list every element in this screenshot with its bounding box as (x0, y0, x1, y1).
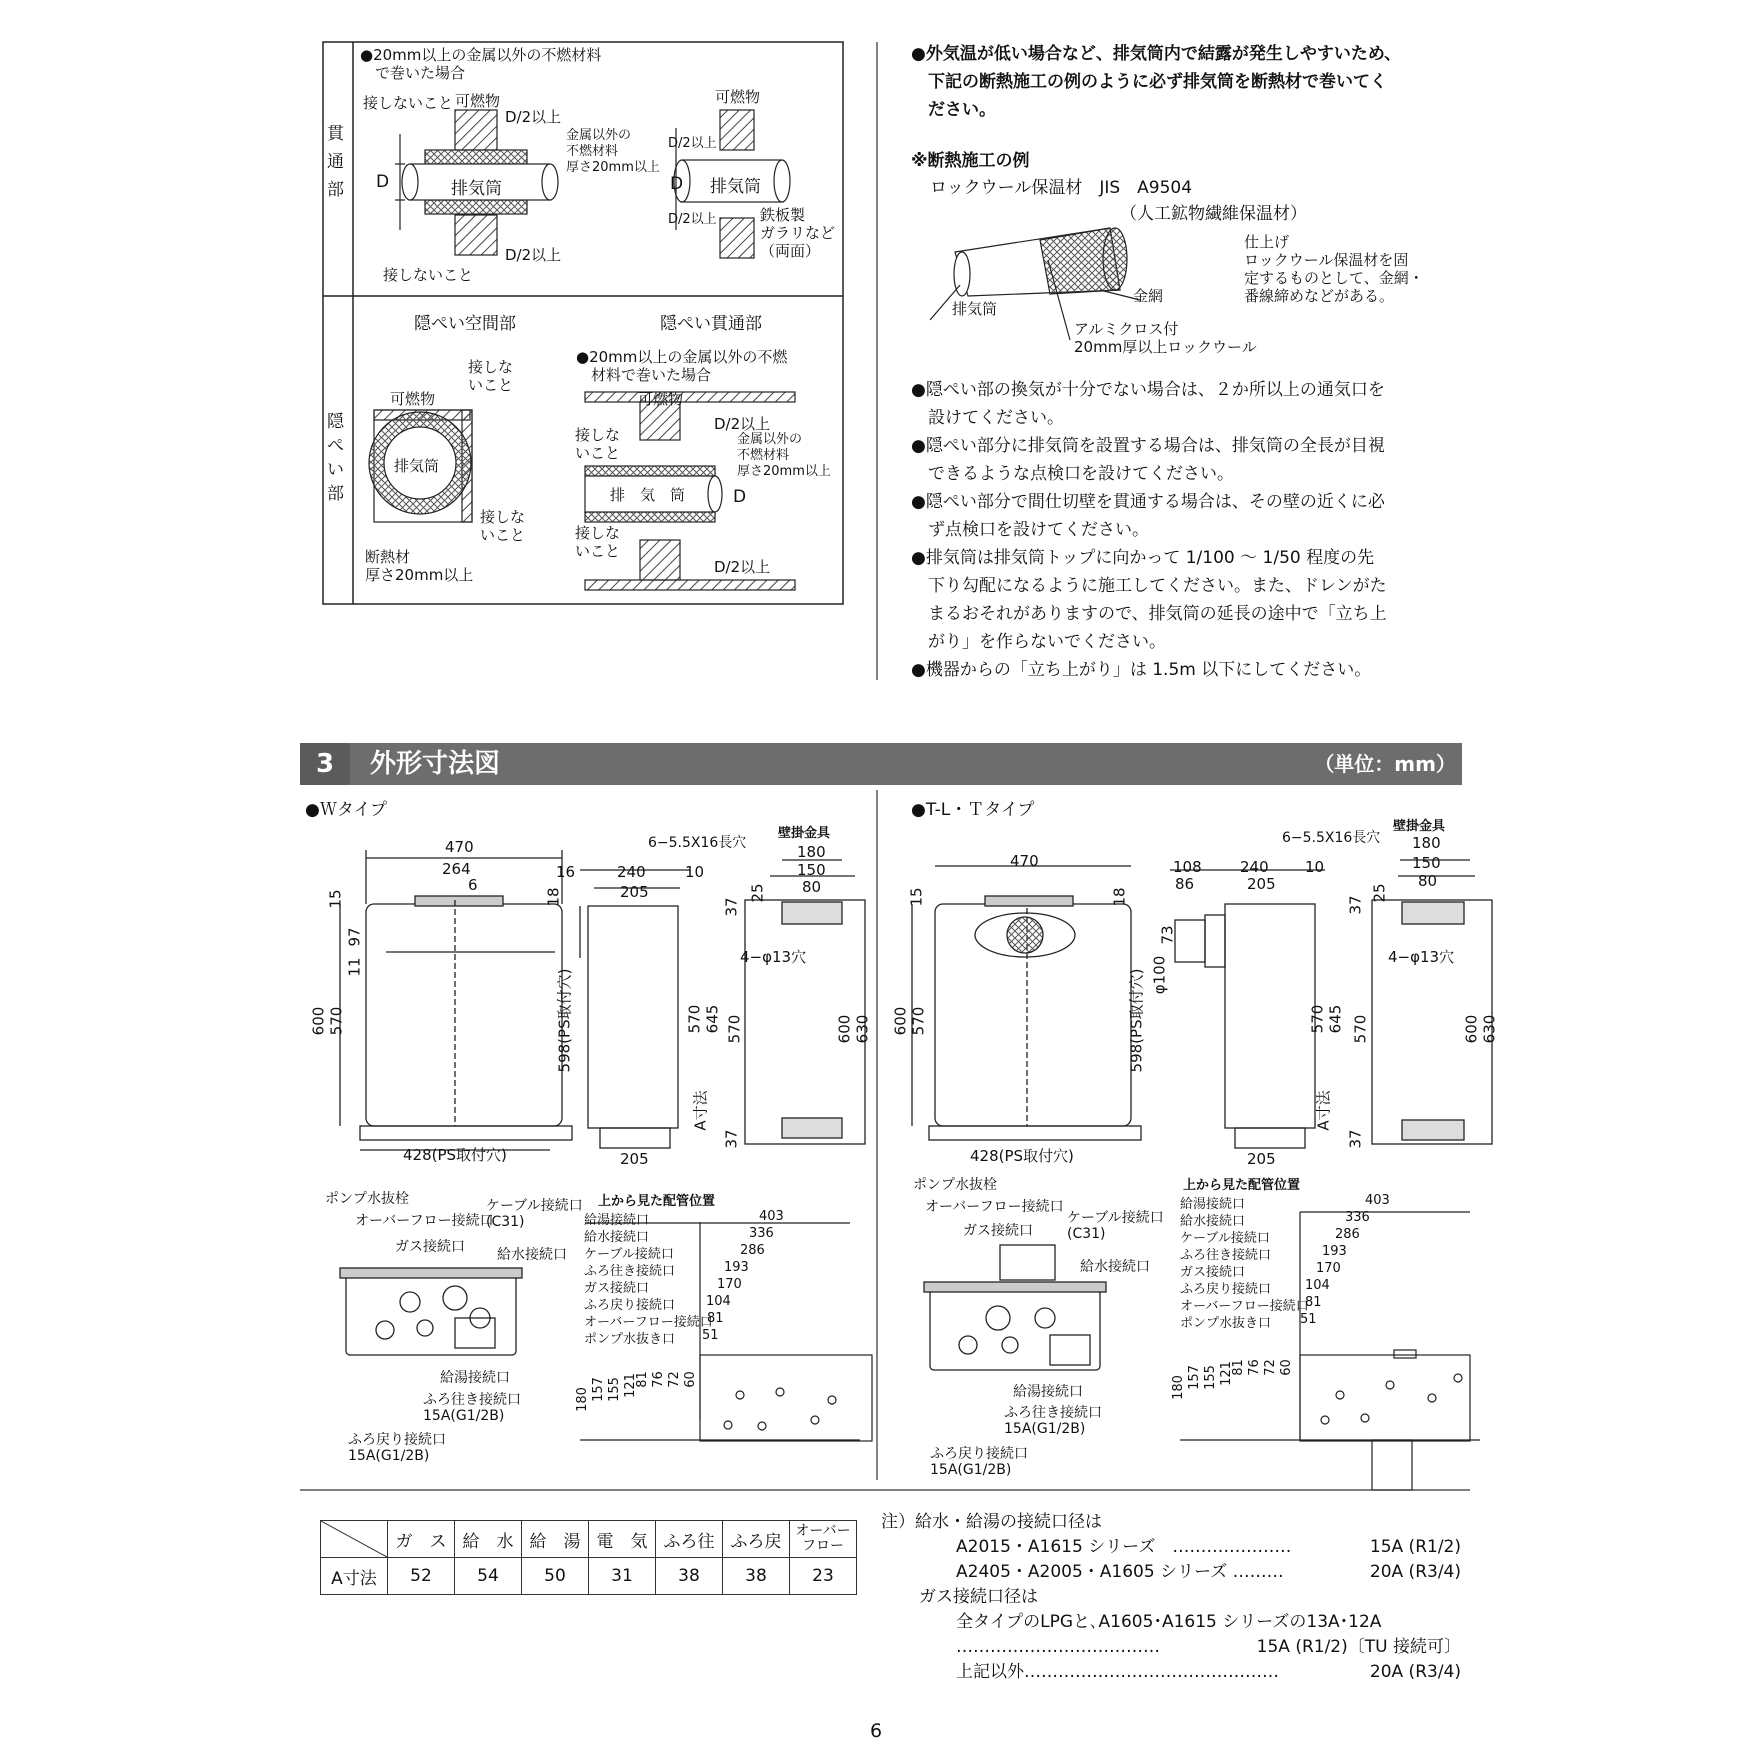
t-type-bottom-view (924, 1245, 1106, 1370)
exhaust-label-5: 排気筒 (952, 300, 998, 318)
w-hot: 給湯接続口 (440, 1370, 510, 1386)
t-gas: ガス接続口 (963, 1223, 1033, 1239)
t-bracket-150: 150 (1412, 854, 1441, 872)
t-bracket-570: 570 (1351, 1014, 1370, 1044)
t-dim-205b: 205 (1247, 1150, 1276, 1168)
d2-label-3: D/2以上 (714, 415, 771, 433)
t-cable: ケーブル接続口 (C31) (1067, 1210, 1164, 1242)
t-bracket-630: 630 (1480, 1014, 1499, 1044)
note-line: 全タイプのLPGと､A1605･A1615 シリーズの13A･12A (956, 1612, 1382, 1632)
no-contact-label-6: 接しな いこと (575, 524, 621, 560)
row1-note: ●20mm以上の金属以外の不燃材料 で巻いた場合 (360, 46, 602, 82)
w-dim-205b: 205 (620, 1150, 649, 1168)
section-banner (300, 743, 1462, 785)
t-type-back-view (1372, 860, 1492, 1144)
no-contact-label-3: 接しな いこと (468, 358, 514, 394)
material-note: 金属以外の 不燃材料 厚さ20mm以上 (566, 128, 660, 175)
w-dim-470: 470 (445, 838, 474, 856)
d2-small-label-2: D/2以上 (668, 212, 717, 227)
t-type-side-view (1170, 870, 1325, 1148)
w-bracket-180: 180 (797, 843, 826, 861)
table-header-cell: 電 気 (589, 1521, 656, 1558)
t-dim-108: 108 (1173, 858, 1202, 876)
d2-label-1: D/2以上 (505, 108, 562, 126)
w-water: 給水接続口 (497, 1247, 567, 1263)
d-label: D (376, 172, 390, 192)
w-bracket-37b: 37 (722, 1129, 741, 1149)
w-bracket-150: 150 (797, 861, 826, 879)
t-bracket-600: 600 (1462, 1014, 1481, 1044)
t-bracket-label: 壁掛金具 (1393, 819, 1446, 834)
alumi-rockwool-label: アルミクロス付 20mm厚以上ロックウール (1074, 320, 1257, 356)
w-type-side-view (580, 870, 690, 1148)
w-dim-240: 240 (617, 863, 646, 881)
row1-label: 貫 通 部 (327, 124, 344, 200)
table-row-label: A寸法 (321, 1558, 388, 1595)
combustible-label-3: 可燃物 (390, 390, 436, 408)
w-hole-label: 4−φ13穴 (740, 948, 807, 966)
note-line: ……………………………… 15A (R1/2)〔TU 接続可〕 (956, 1637, 1461, 1657)
t-bath-out: ふろ往き接続口 15A(G1/2B) (1004, 1405, 1102, 1437)
section-unit: （単位：mm） (1314, 752, 1456, 776)
note-line: 注）給水・給湯の接続口径は (881, 1512, 1102, 1532)
t-dim-205: 205 (1247, 875, 1276, 893)
table-cell: 50 (522, 1558, 589, 1595)
w-dim-600: 600 (309, 1006, 328, 1036)
table-cell: 38 (656, 1558, 723, 1595)
insulation-example-title: ※断熱施工の例 (911, 151, 1030, 171)
w-top-view-rows (584, 1209, 784, 1347)
table-header-cell: オーバー フロー (790, 1521, 857, 1558)
t-dim-598: 598(PS取付穴) (1127, 968, 1146, 1073)
top-row: ポンプ水抜き口 51 (584, 1328, 719, 1347)
t-top-view-title: 上から見た配管位置 (1183, 1178, 1301, 1193)
table-header-row (321, 1521, 857, 1558)
t-dim-15: 15 (907, 887, 926, 907)
w-slot-label: 6−5.5X16長穴 (648, 835, 747, 851)
table-header-cell: 給 湯 (522, 1521, 589, 1558)
bullet-item: ●機器からの「立ち上がり」は 1.5m 以下にしてください。 (911, 660, 1372, 680)
top-row: 給水接続口 336 (584, 1226, 774, 1245)
material-note-2: 金属以外の 不燃材料 厚さ20mm以上 (737, 432, 831, 479)
top-row: ふろ戻り接続口 104 (1180, 1278, 1330, 1297)
page-number: 6 (870, 1720, 883, 1742)
t-hole-label: 4−φ13穴 (1388, 948, 1455, 966)
connection-notes (881, 1510, 1461, 1685)
w-bracket-25: 25 (748, 883, 767, 903)
rockwool-spec-sub: （人工鉱物繊維保温材） (1120, 204, 1307, 224)
w-bracket-37: 37 (722, 897, 741, 917)
w-dim-16: 16 (556, 863, 576, 881)
t-bracket-25: 25 (1370, 883, 1389, 903)
top-row: オーバーフロー接続口 81 (584, 1311, 724, 1330)
top-row: 給水接続口 336 (1180, 1210, 1370, 1229)
w-bracket-80: 80 (802, 878, 822, 896)
note-line: ガス接続口径は (919, 1587, 1038, 1607)
table-cell: 23 (790, 1558, 857, 1595)
t-top-view-rows (1180, 1193, 1390, 1331)
w-pump-plug: ポンプ水抜栓 (325, 1191, 409, 1207)
w-dim-570b: 570 (685, 1004, 704, 1034)
hidden-through-title: 隠ぺい貫通部 (660, 314, 762, 334)
t-bracket-37b: 37 (1346, 1129, 1365, 1149)
combustible-label-4: 可燃物 (638, 390, 684, 408)
table-row (321, 1558, 857, 1595)
note-line: 上記以外……………………………………… 20A (R3/4) (956, 1662, 1461, 1682)
w-bracket-570: 570 (725, 1014, 744, 1044)
t-dim-phi100: φ100 (1150, 955, 1169, 995)
d-label-3: D (733, 487, 747, 507)
w-bracket-630: 630 (853, 1014, 872, 1044)
w-bath-out: ふろ往き接続口 15A(G1/2B) (423, 1392, 521, 1424)
t-dim-18: 18 (1110, 887, 1129, 907)
bullet-item: ●隠ぺい部の換気が十分でない場合は、２か所以上の通気口を 設けてください。 (911, 380, 1385, 428)
no-contact-label-1: 接しないこと (363, 94, 454, 112)
t-dim-470: 470 (1010, 852, 1039, 870)
w-dim-428: 428(PS取付穴) (403, 1146, 507, 1164)
table-cell: 38 (723, 1558, 790, 1595)
table-cell: 31 (589, 1558, 656, 1595)
w-overflow: オーバーフロー接続口 (355, 1213, 494, 1229)
hidden-section-bullets (911, 376, 1471, 684)
t-type-front-view (912, 866, 1141, 1140)
t-water: 給水接続口 (1080, 1259, 1150, 1275)
no-contact-label-2: 接しないこと (383, 266, 474, 284)
t-dim-600: 600 (891, 1006, 910, 1036)
table-header-cell: ふろ往 (656, 1521, 723, 1558)
hidden-space-title: 隠ぺい空間部 (414, 314, 516, 334)
top-row: ガス接続口 170 (1180, 1261, 1341, 1280)
note-line: A2405・A2005・A1605 シリーズ ……… 20A (R3/4) (956, 1562, 1461, 1582)
rockwool-spec: ロックウール保温材 JIS A9504 (930, 178, 1193, 198)
top-row: ポンプ水抜き口 51 (1180, 1312, 1317, 1331)
t-bath-ret: ふろ戻り接続口 15A(G1/2B) (930, 1446, 1028, 1478)
t-dim-240: 240 (1240, 858, 1269, 876)
t-pump-plug: ポンプ水抜栓 (913, 1177, 997, 1193)
table-header-cell: ふろ戻 (723, 1521, 790, 1558)
t-dim-570b: 570 (1308, 1004, 1327, 1034)
section-number: 3 (300, 743, 350, 785)
d2-small-label-1: D/2以上 (668, 136, 717, 151)
d-label-2: D (670, 174, 684, 194)
w-dim-97: 97 (345, 927, 364, 947)
w-dim-598: 598(PS取付穴) (555, 968, 574, 1073)
t-dim-570: 570 (909, 1006, 928, 1036)
exhaust-label-2: 排気筒 (710, 177, 761, 197)
w-cable: ケーブル接続口 (C31) (486, 1198, 583, 1230)
exhaust-label-3: 排気筒 (394, 457, 440, 475)
t-dim-86: 86 (1175, 875, 1195, 893)
t-hot: 給湯接続口 (1013, 1384, 1083, 1400)
w-gas: ガス接続口 (395, 1239, 465, 1255)
iron-plate-note: 鉄板製 ガラリなど （両面） (760, 206, 836, 260)
w-dim-6: 6 (468, 876, 478, 894)
table-header-cell: ガ ス (388, 1521, 455, 1558)
w-type-front-view (340, 850, 572, 1150)
w-type-bottom-view (340, 1268, 522, 1355)
t-dim-73: 73 (1158, 925, 1177, 945)
top-row: 給湯接続口 403 (584, 1209, 784, 1228)
top-row: 給湯接続口 403 (1180, 1193, 1390, 1212)
table-header-cell: 給 水 (455, 1521, 522, 1558)
exhaust-label-4: 排 気 筒 (610, 486, 686, 504)
a-dimension-table (320, 1520, 857, 1595)
finish-note: 仕上げ ロックウール保温材を固 定するものとして、金網・ 番線締めなどがある。 (1244, 233, 1424, 305)
bullet-item: ●隠ぺい部分で間仕切壁を貫通する場合は、その壁の近くに必 ず点検口を設けてください。 (911, 492, 1385, 540)
w-bracket-600: 600 (835, 1014, 854, 1044)
w-a-dim: A寸法 (691, 1090, 710, 1131)
t-bracket-180: 180 (1412, 834, 1441, 852)
table-cell: 52 (388, 1558, 455, 1595)
t-bracket-37: 37 (1346, 895, 1365, 915)
top-row: ふろ往き接続口 193 (584, 1260, 749, 1279)
table-corner (321, 1521, 388, 1558)
t-a-dim: A寸法 (1314, 1090, 1333, 1131)
w-dim-18: 18 (544, 887, 563, 907)
bullet-item: ●排気筒は排気筒トップに向かって 1/100 ～ 1/50 程度の先 下り勾配になるように施工してください。また、ドレンがた まるおそれがありますので、排気筒の延長の途中で「立ち上 がり」を作らないでください。 (911, 548, 1387, 652)
t-dim-428: 428(PS取付穴) (970, 1147, 1074, 1165)
w-dim-11: 11 (345, 957, 364, 977)
w-top-view-title: 上から見た配管位置 (598, 1194, 716, 1209)
section-title: 外形寸法図 (370, 749, 501, 779)
bullet-item: ●隠ぺい部分に排気筒を設置する場合は、排気筒の全長が目視 できるような点検口を設けてください。 (911, 436, 1385, 484)
t-dim-645: 645 (1326, 1004, 1345, 1034)
w-type-back-view (745, 860, 865, 1144)
no-contact-label-4: 接しな いこと (480, 508, 526, 544)
insulation-note: 断熱材 厚さ20mm以上 (365, 548, 474, 584)
top-row: ケーブル接続口 286 (584, 1243, 765, 1262)
t-slot-label: 6−5.5X16長穴 (1282, 830, 1381, 846)
no-contact-label-5: 接しな いこと (575, 426, 621, 462)
d2-label-4: D/2以上 (714, 558, 771, 576)
exhaust-label-1: 排気筒 (451, 179, 502, 199)
t-type-title: ●T-L・Ｔタイプ (911, 800, 1035, 820)
w-type-title: ●Ｗタイプ (305, 800, 387, 820)
top-row: ふろ往き接続口 193 (1180, 1244, 1347, 1263)
w-dim-645: 645 (703, 1004, 722, 1034)
table-cell: 54 (455, 1558, 522, 1595)
t-overflow: オーバーフロー接続口 (925, 1199, 1064, 1215)
w-dim-264: 264 (442, 860, 471, 878)
top-row: ケーブル接続口 286 (1180, 1227, 1360, 1246)
combustible-label-1: 可燃物 (455, 92, 501, 110)
t-dim-10: 10 (1305, 858, 1325, 876)
row2-label: 隠 ぺ い 部 (327, 412, 344, 504)
w-dim-205: 205 (620, 883, 649, 901)
top-row: オーバーフロー接続口 81 (1180, 1295, 1322, 1314)
condensation-warning: ●外気温が低い場合など、排気筒内で結露が発生しやすいため、 下記の断熱施工の例のように必ず排気筒を断熱材で巻いてく ださい。 (911, 44, 1402, 120)
w-bracket-label: 壁掛金具 (778, 826, 831, 841)
wire-mesh-label: 金網 (1133, 287, 1164, 305)
d2-label-2: D/2以上 (505, 246, 562, 264)
note-line: A2015・A1615 シリーズ ………………… 15A (R1/2) (956, 1537, 1461, 1557)
top-row: ガス接続口 170 (584, 1277, 742, 1296)
w-dim-570: 570 (327, 1006, 346, 1036)
t-bracket-80: 80 (1418, 872, 1438, 890)
hidden-note: ●20mm以上の金属以外の不燃 材料で巻いた場合 (576, 348, 788, 384)
combustible-label-2: 可燃物 (715, 88, 761, 106)
w-bath-ret: ふろ戻り接続口 15A(G1/2B) (348, 1432, 446, 1464)
top-left-table-frame (323, 42, 843, 604)
top-row: ふろ戻り接続口 104 (584, 1294, 731, 1313)
w-dim-15: 15 (326, 889, 345, 909)
w-dim-10: 10 (685, 863, 705, 881)
